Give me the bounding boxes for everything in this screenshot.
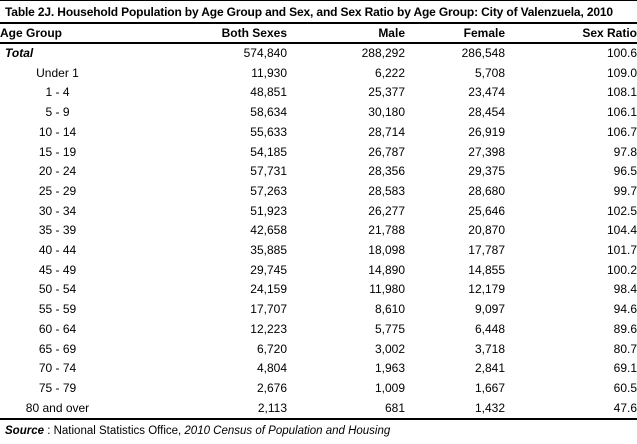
value-cell: 3,002 — [374, 341, 405, 356]
value-cell: 12,179 — [468, 282, 505, 297]
value-cell: 28,583 — [368, 183, 405, 198]
value-cell: 54,185 — [250, 144, 287, 159]
table-row — [0, 379, 637, 399]
value-cell: 28,680 — [468, 183, 505, 198]
sex-ratio-cell: 109.0 — [606, 65, 637, 80]
sex-ratio-cell: 94.6 — [613, 302, 637, 317]
value-cell: 20,870 — [468, 223, 505, 238]
col-header-male: Male — [287, 24, 405, 43]
total-both-sexes-value: 574,840 — [243, 46, 287, 60]
value-cell: 2,676 — [256, 380, 287, 395]
table-row — [0, 64, 637, 84]
sex-ratio-cell: 101.7 — [606, 243, 637, 258]
value-cell: 24,159 — [250, 282, 287, 297]
sex-ratio-cell: 102.5 — [606, 203, 637, 218]
age-group-cell: 70 - 74 — [38, 361, 77, 376]
value-cell: 17,787 — [468, 243, 505, 258]
sex-ratio-cell: 97.8 — [613, 144, 637, 159]
value-cell: 29,375 — [468, 164, 505, 179]
source-note — [5, 425, 637, 437]
table-row — [0, 320, 637, 340]
sex-ratio-cell: 89.6 — [613, 321, 637, 336]
value-cell: 26,919 — [468, 124, 505, 139]
age-group-cell: 55 - 59 — [38, 302, 77, 317]
value-cell: 2,113 — [257, 400, 287, 415]
value-cell: 1,432 — [474, 400, 505, 415]
age-group-cell: 75 - 79 — [38, 380, 77, 395]
sex-ratio-cell: 99.7 — [613, 183, 637, 198]
value-cell: 55,633 — [250, 124, 287, 139]
value-cell: 30,180 — [368, 105, 405, 120]
table-row — [0, 359, 637, 379]
age-group-cell: 40 - 44 — [38, 243, 77, 258]
value-cell: 51,923 — [250, 203, 287, 218]
table-row — [0, 83, 637, 103]
age-group-cell: 50 - 54 — [38, 282, 77, 297]
value-cell: 12,223 — [250, 321, 287, 336]
sex-ratio-cell: 96.5 — [613, 164, 637, 179]
value-cell: 48,851 — [250, 85, 287, 100]
sex-ratio-cell: 100.2 — [606, 262, 637, 277]
value-cell: 6,448 — [474, 321, 505, 336]
value-cell: 57,731 — [250, 164, 287, 179]
col-header-both-sexes: Both Sexes — [115, 24, 287, 43]
table-row — [0, 241, 637, 261]
table-row — [0, 182, 637, 202]
sex-ratio-cell: 47.6 — [613, 400, 637, 415]
age-group-cell: 15 - 19 — [38, 144, 77, 159]
value-cell: 28,714 — [368, 124, 405, 139]
sex-ratio-cell: 60.5 — [613, 380, 637, 395]
sex-ratio-cell: 106.7 — [606, 124, 637, 139]
table-row — [0, 300, 637, 320]
value-cell: 28,356 — [368, 164, 405, 179]
total-sex-ratio-value: 100.6 — [606, 46, 637, 60]
source-separator: : — [44, 425, 54, 438]
value-cell: 1,009 — [374, 380, 405, 395]
table-row — [0, 103, 637, 123]
total-row — [0, 43, 637, 64]
source-publication: 2010 Census of Population and Housing — [184, 425, 391, 438]
value-cell: 57,263 — [250, 183, 287, 198]
col-header-sex-ratio: Sex Ratio — [505, 24, 637, 43]
value-cell: 5,775 — [374, 321, 405, 336]
table-body — [0, 43, 637, 419]
table-row — [0, 123, 637, 143]
table-row — [0, 162, 637, 182]
value-cell: 35,885 — [250, 243, 287, 258]
value-cell: 11,980 — [369, 282, 405, 297]
sex-ratio-cell: 104.4 — [606, 223, 637, 238]
table-row — [0, 143, 637, 163]
table-row — [0, 261, 637, 281]
source-label: Source — [5, 425, 44, 438]
value-cell: 9,097 — [474, 302, 505, 317]
population-table — [0, 24, 637, 420]
total-male-value: 288,292 — [361, 46, 405, 60]
value-cell: 25,377 — [368, 85, 405, 100]
total-row-label: Total — [5, 46, 34, 60]
value-cell: 17,707 — [250, 302, 287, 317]
value-cell: 58,634 — [250, 105, 287, 120]
sex-ratio-cell: 98.4 — [613, 282, 637, 297]
value-cell: 1,667 — [474, 380, 505, 395]
value-cell: 23,474 — [468, 85, 505, 100]
age-group-cell: 10 - 14 — [38, 124, 77, 139]
total-female-value: 286,548 — [461, 46, 505, 60]
source-text: National Statistics Office, — [53, 425, 185, 438]
table-row — [0, 221, 637, 241]
age-group-cell: 80 and over — [25, 400, 90, 415]
value-cell: 18,098 — [368, 243, 405, 258]
age-group-cell: 35 - 39 — [38, 223, 77, 238]
value-cell: 21,788 — [368, 223, 405, 238]
sex-ratio-cell: 69.1 — [613, 361, 637, 376]
sex-ratio-cell: 80.7 — [613, 341, 637, 356]
value-cell: 14,855 — [468, 262, 505, 277]
value-cell: 29,745 — [250, 262, 287, 277]
table-row — [0, 340, 637, 360]
table-row — [0, 399, 637, 420]
age-group-cell: 25 - 29 — [38, 183, 77, 198]
value-cell: 3,718 — [474, 341, 505, 356]
table-title: Table 2J. Household Population by Age Group and Sex, and Sex Ratio by Age Group: City of Valenzuela, 2010 — [0, 1, 637, 24]
header-row — [0, 24, 637, 43]
col-header-female: Female — [405, 24, 505, 43]
value-cell: 42,658 — [250, 223, 287, 238]
value-cell: 8,610 — [374, 302, 405, 317]
value-cell: 5,708 — [474, 65, 505, 80]
value-cell: 28,454 — [468, 105, 505, 120]
age-group-cell: 30 - 34 — [38, 203, 77, 218]
age-group-cell: 20 - 24 — [38, 164, 77, 179]
value-cell: 14,890 — [368, 262, 405, 277]
value-cell: 26,787 — [368, 144, 405, 159]
table-row — [0, 280, 637, 300]
value-cell: 1,963 — [374, 361, 405, 376]
value-cell: 6,720 — [256, 341, 287, 356]
col-header-age-group: Age Group — [0, 24, 115, 43]
value-cell: 2,841 — [474, 361, 505, 376]
value-cell: 27,398 — [468, 144, 505, 159]
value-cell: 26,277 — [368, 203, 405, 218]
value-cell: 6,222 — [374, 65, 405, 80]
table-row — [0, 202, 637, 222]
age-group-cell: 1 - 4 — [45, 85, 70, 100]
value-cell: 25,646 — [468, 203, 505, 218]
value-cell: 11,930 — [251, 65, 287, 80]
age-group-cell: 60 - 64 — [38, 321, 77, 336]
sex-ratio-cell: 108.1 — [606, 85, 637, 100]
value-cell: 4,804 — [256, 361, 287, 376]
value-cell: 681 — [384, 400, 405, 415]
age-group-cell: Under 1 — [36, 65, 79, 80]
age-group-cell: 45 - 49 — [38, 262, 77, 277]
age-group-cell: 65 - 69 — [38, 341, 77, 356]
sex-ratio-cell: 106.1 — [606, 105, 637, 120]
age-group-cell: 5 - 9 — [45, 105, 70, 120]
